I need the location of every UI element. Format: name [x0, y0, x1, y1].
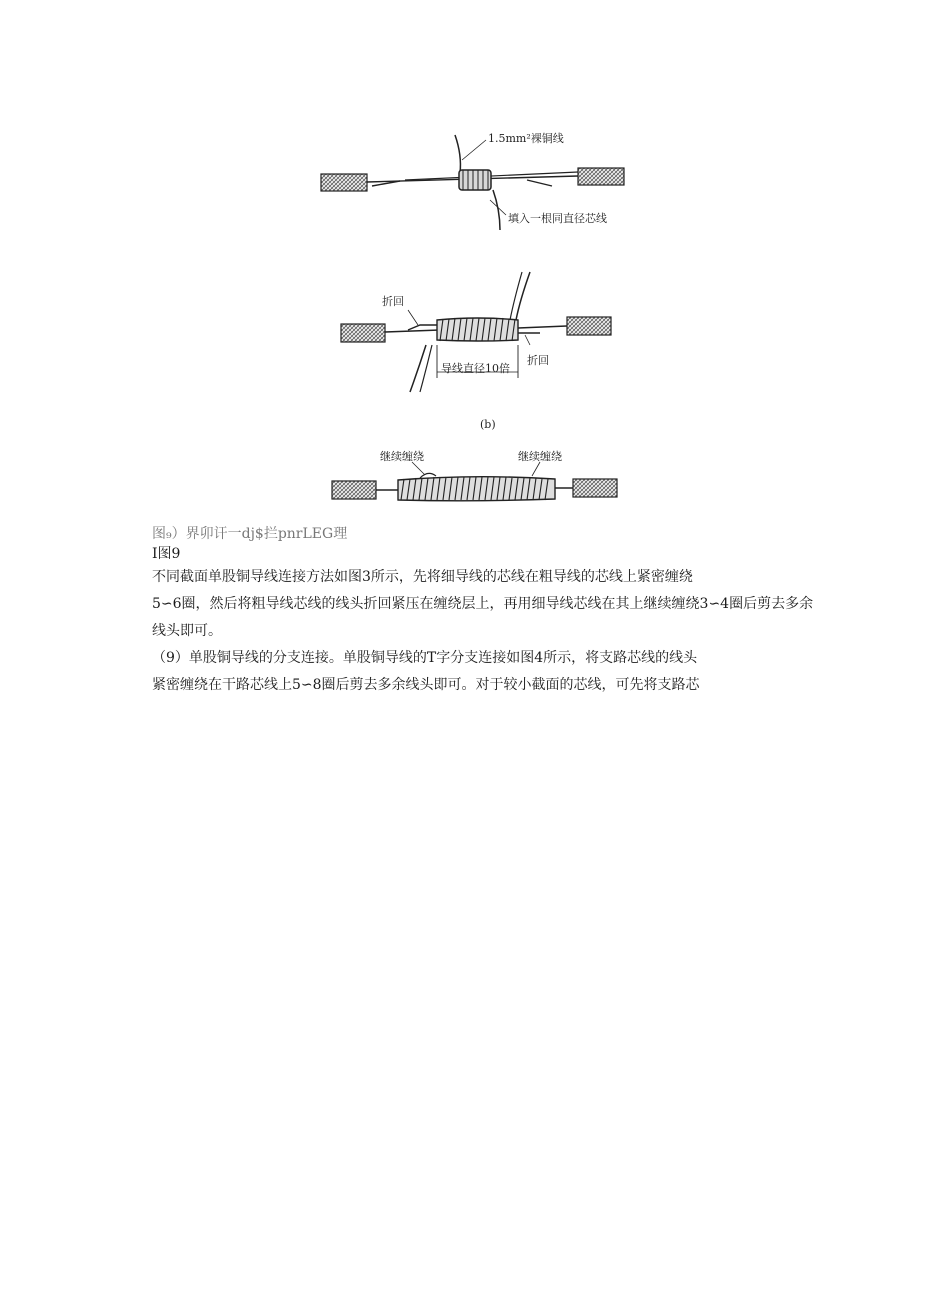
insulation-left-a [321, 174, 367, 191]
insulation-right-b [567, 317, 611, 335]
label-ten-times-diameter: 导线直径10倍 [441, 362, 510, 375]
paragraph-2-line-2: 紧密缠绕在干路芯线上5∽8圈后剪去多余线头即可。对于较小截面的芯线，可先将支路芯 [152, 677, 700, 693]
label-bare-copper-wire: 1.5mm²裸铜线 [488, 132, 564, 145]
diagram-a [321, 131, 624, 230]
insulation-right-a [578, 168, 624, 185]
label-continue-winding-right: 继续缠绕 [518, 450, 562, 463]
paragraph-2-line-1: （9）单股铜导线的分支连接。单股铜导线的T字分支连接如图4所示，将支路芯线的线头 [152, 650, 698, 666]
label-continue-winding-left: 继续缠绕 [380, 450, 424, 463]
diagram-b [341, 272, 611, 431]
label-b: (b) [480, 418, 496, 431]
paragraph-1-line-1: 不同截面单股铜导线连接方法如图3所示，先将细导线的芯线在粗导线的芯线上紧密缠绕 [152, 569, 693, 585]
paragraph-1-line-2: 5∽6圈，然后将粗导线芯线的线头折回紧压在缠绕层上，再用细导线芯线在其上继续缠绕3∽4圈后剪去多余 [152, 596, 814, 612]
figure-reference: I图9 [152, 546, 181, 562]
label-fold-back-right: 折回 [527, 354, 549, 367]
paragraph-1-line-3: 线头即可。 [152, 623, 222, 639]
diagram-c [332, 449, 617, 501]
wire-splice-figure [0, 0, 950, 520]
label-fold-back-left: 折回 [382, 295, 404, 308]
insulation-left-b [341, 324, 385, 342]
label-fill-core: 填入一根同直径芯线 [508, 212, 607, 225]
figure-caption: 图₉）界卯讦一dj$拦pnrLEG理 [152, 526, 348, 542]
insulation-left-c [332, 481, 376, 499]
insulation-right-c [573, 479, 617, 497]
body-text [152, 524, 942, 699]
